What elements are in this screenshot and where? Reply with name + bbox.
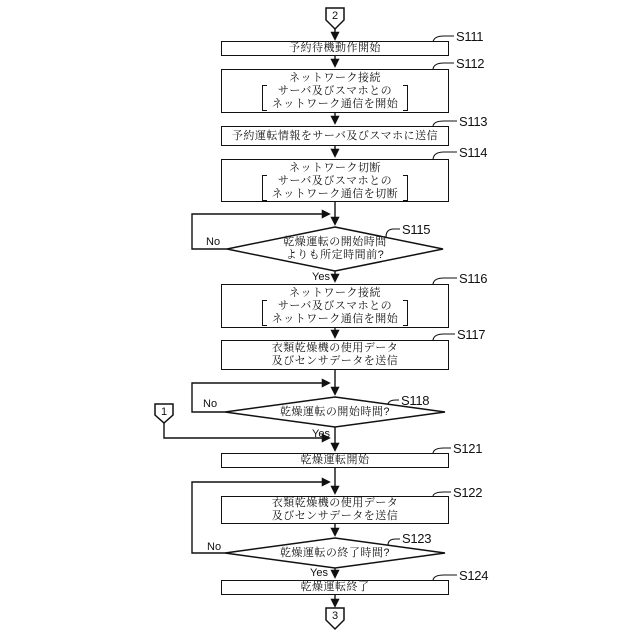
process-text: 及びセンサデータを送信 <box>271 355 399 367</box>
process-box-s117 <box>221 340 449 370</box>
step-tag-s122: S122 <box>453 485 483 500</box>
step-tag-s124: S124 <box>459 568 489 583</box>
process-box-s114 <box>221 159 449 202</box>
step-tag-s114: S114 <box>459 145 488 160</box>
decision-line: 乾燥運転の開始時間 <box>283 236 387 248</box>
process-text: 乾燥運転終了 <box>300 581 370 593</box>
step-tag-s112: S112 <box>456 56 485 71</box>
no-label-s115: No <box>206 236 221 248</box>
process-box-s112 <box>221 69 449 113</box>
bracket-line: サーバ及びスマホとの <box>277 174 393 187</box>
bracket-note <box>262 85 409 111</box>
connector-left-label: 1 <box>160 406 168 418</box>
bracket-line: ネットワーク通信を開始 <box>271 98 399 110</box>
edge-conn1-to-main <box>164 423 329 438</box>
leader-s123 <box>388 539 400 545</box>
decision-text-s123: 乾燥運転の終了時間? <box>279 547 391 559</box>
leader-s114 <box>433 152 457 159</box>
step-tag-s121: S121 <box>453 441 483 456</box>
process-title: ネットワーク接続 <box>289 72 381 84</box>
bracket-left <box>262 300 267 326</box>
no-label-s118: No <box>203 398 218 410</box>
decision-text-s118: 乾燥運転の開始時間? <box>279 406 391 418</box>
step-tag-s117: S117 <box>457 327 486 342</box>
process-box-s111 <box>221 41 449 56</box>
process-text: 予約運転情報をサーバ及びスマホに送信 <box>231 129 439 142</box>
bracket-left <box>262 85 267 111</box>
step-tag-s113: S113 <box>459 114 488 129</box>
step-tag-s116: S116 <box>459 271 488 286</box>
process-box-s124 <box>221 580 449 595</box>
connector-top-label: 2 <box>331 10 339 22</box>
connector-bottom-label: 3 <box>331 610 339 622</box>
process-text: 衣類乾燥機の使用データ <box>271 342 399 354</box>
bracket-left <box>262 175 267 201</box>
leader-s118 <box>388 400 399 404</box>
process-title: ネットワーク接続 <box>289 287 381 299</box>
yes-label-s118: Yes <box>312 428 330 440</box>
bracket-line: サーバ及びスマホとの <box>277 300 393 312</box>
process-box-s122 <box>221 496 449 524</box>
bracket-note <box>262 300 409 326</box>
process-box-s113 <box>221 126 449 146</box>
process-box-s116 <box>221 284 449 328</box>
process-text: 及びセンサデータを送信 <box>271 510 399 522</box>
bracket-right <box>403 175 408 201</box>
step-tag-s123: S123 <box>402 531 432 546</box>
bracket-line: サーバ及びスマホとの <box>277 85 393 97</box>
process-text: 予約待機動作開始 <box>289 42 381 54</box>
decision-text-s115 <box>237 236 433 262</box>
decision-line: よりも所定時間前? <box>285 249 385 261</box>
step-tag-s118: S118 <box>401 393 430 408</box>
bracket-right <box>403 300 408 326</box>
process-box-s121 <box>221 453 449 468</box>
process-text: 衣類乾燥機の使用データ <box>271 497 399 509</box>
bracket-note <box>262 175 409 201</box>
bracket-line: ネットワーク通信を切断 <box>271 187 399 200</box>
yes-label-s123: Yes <box>310 567 328 579</box>
yes-label-s115: Yes <box>312 271 330 283</box>
bracket-right <box>403 85 408 111</box>
no-label-s123: No <box>207 541 222 553</box>
step-tag-s111: S111 <box>456 29 484 44</box>
process-title: ネットワーク切断 <box>289 161 381 174</box>
process-text: 乾燥運転開始 <box>300 454 370 466</box>
step-tag-s115: S115 <box>402 222 431 237</box>
bracket-line: ネットワーク通信を開始 <box>271 313 399 325</box>
